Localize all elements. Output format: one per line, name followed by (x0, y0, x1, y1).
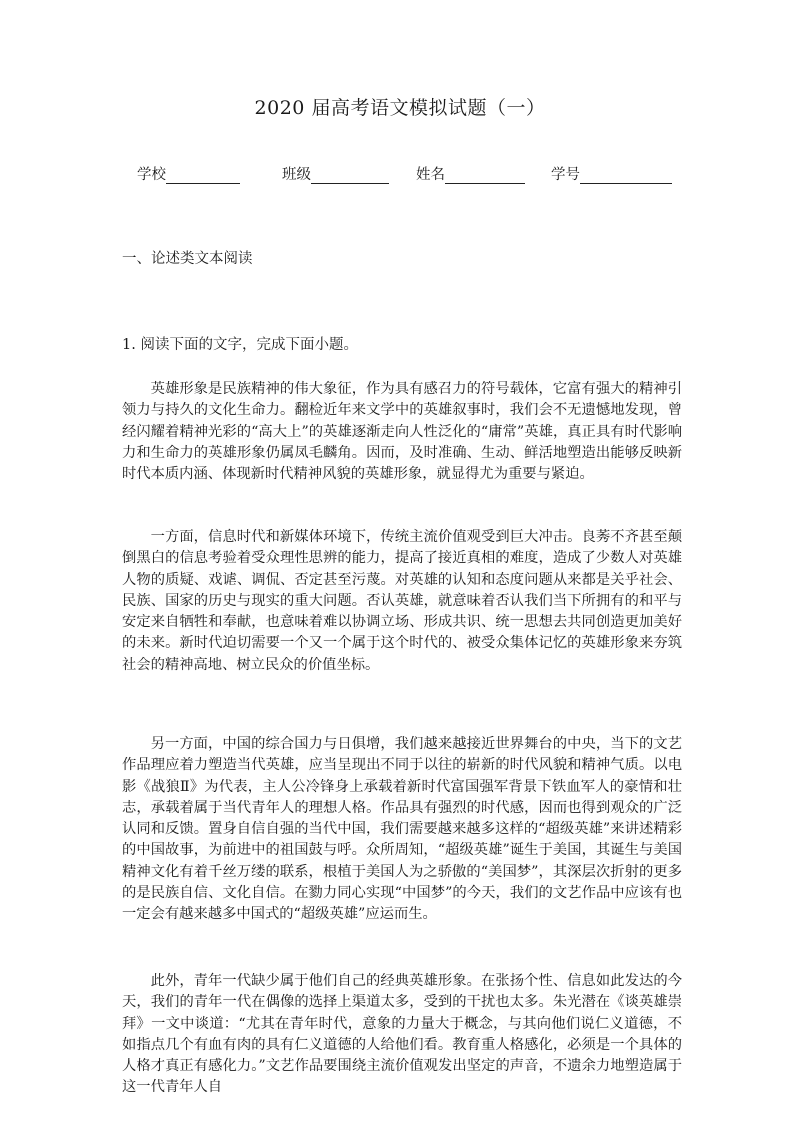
name-blank[interactable] (445, 168, 525, 184)
paragraph: 此外，青年一代缺少属于他们自己的经典英雄形象。在张扬个性、信息如此发达的今天，我们的青年一代在偶像的选择上渠道太多，受到的干扰也太多。朱光潜在《谈英雄崇拜》一文中谈道：“尤其在青年时代，意象的力量大于概念，与其向他们说仁义道德，不如指点几个有血有肉的具有仁义道德的人给他们看。教育重人格感化，必须是一个具体的人格才真正有感化力。”文艺作品要围绕主流价值观发出坚定的声音，不遗余力地塑造属于这一代青年人自 (122, 973, 682, 1096)
paragraph: 另一方面，中国的综合国力与日俱增，我们越来越接近世界舞台的中央，当下的文艺作品理应着力塑造当代英雄，应当呈现出不同于以往的崭新的时代风貌和精神气质。以电影《战狼Ⅱ》为代表，主人公冷锋身上承载着新时代富国强军背景下铁血军人的豪情和壮志，承载着属于当代青年人的理想人格。作品具有强烈的时代感，因而也得到观众的广泛认同和反馈。置身自信自强的当代中国，我们需要越来越多这样的“超级英雄”来讲述精彩的中国故事，为前进中的祖国鼓与呼。众所周知，“超级英雄”诞生于美国，其诞生与美国精神文化有着千丝万缕的联系，根植于美国人为之骄傲的“美国梦”，其深层次折射的更多的是民族自信、文化自信。在勠力同心实现“中国梦”的今天，我们的文艺作品中应该有也一定会有越来越多中国式的“超级英雄”应运而生。 (122, 736, 682, 923)
class-field (282, 163, 389, 184)
page-title: 2020 届高考语文模拟试题（一） (254, 97, 546, 119)
paragraph: 英雄形象是民族精神的伟大象征，作为具有感召力的符号载体，它富有强大的精神引领力与持久的文化生命力。翻检近年来文学中的英雄叙事时，我们会不无遗憾地发现，曾经闪耀着精神光彩的“高大上”的英雄逐渐走向人性泛化的“庸常”英雄，真正具有时代影响力和生命力的英雄形象仍属凤毛麟角。因而，及时准确、生动、鲜活地塑造出能够反映新时代本质内涵、体现新时代精神风貌的英雄形象，就显得尤为重要与紧迫。 (122, 381, 682, 483)
school-field (137, 163, 240, 184)
paragraph: 一方面，信息时代和新媒体环境下，传统主流价值观受到巨大冲击。良莠不齐甚至颠倒黑白的信息考验着受众理性思辨的能力，提高了接近真相的难度，造成了少数人对英雄人物的质疑、戏谑、调侃、否定甚至污蔑。对英雄的认知和态度问题从来都是关乎社会、民族、国家的历史与现实的重大问题。否认英雄，就意味着否认我们当下所拥有的和平与安定来自牺牲和奉献，也意味着难以协调立场、形成共识、统一思想去共同创造更加美好的未来。新时代迫切需要一个又一个属于这个时代的、被受众集体记忆的英雄形象来夯筑社会的精神高地、树立民众的价值坐标。 (122, 529, 682, 673)
school-label: 学校 (137, 167, 166, 183)
class-label: 班级 (282, 167, 311, 183)
student-info-row (137, 163, 697, 184)
id-label: 学号 (551, 167, 580, 183)
name-label: 姓名 (416, 167, 445, 183)
question-intro: 1. 阅读下面的文字，完成下面小题。 (122, 337, 358, 353)
name-field (416, 163, 525, 184)
id-field (551, 163, 672, 184)
class-blank[interactable] (311, 168, 389, 184)
school-blank[interactable] (166, 168, 240, 184)
section-heading: 一、论述类文本阅读 (122, 251, 253, 267)
id-blank[interactable] (580, 168, 672, 184)
